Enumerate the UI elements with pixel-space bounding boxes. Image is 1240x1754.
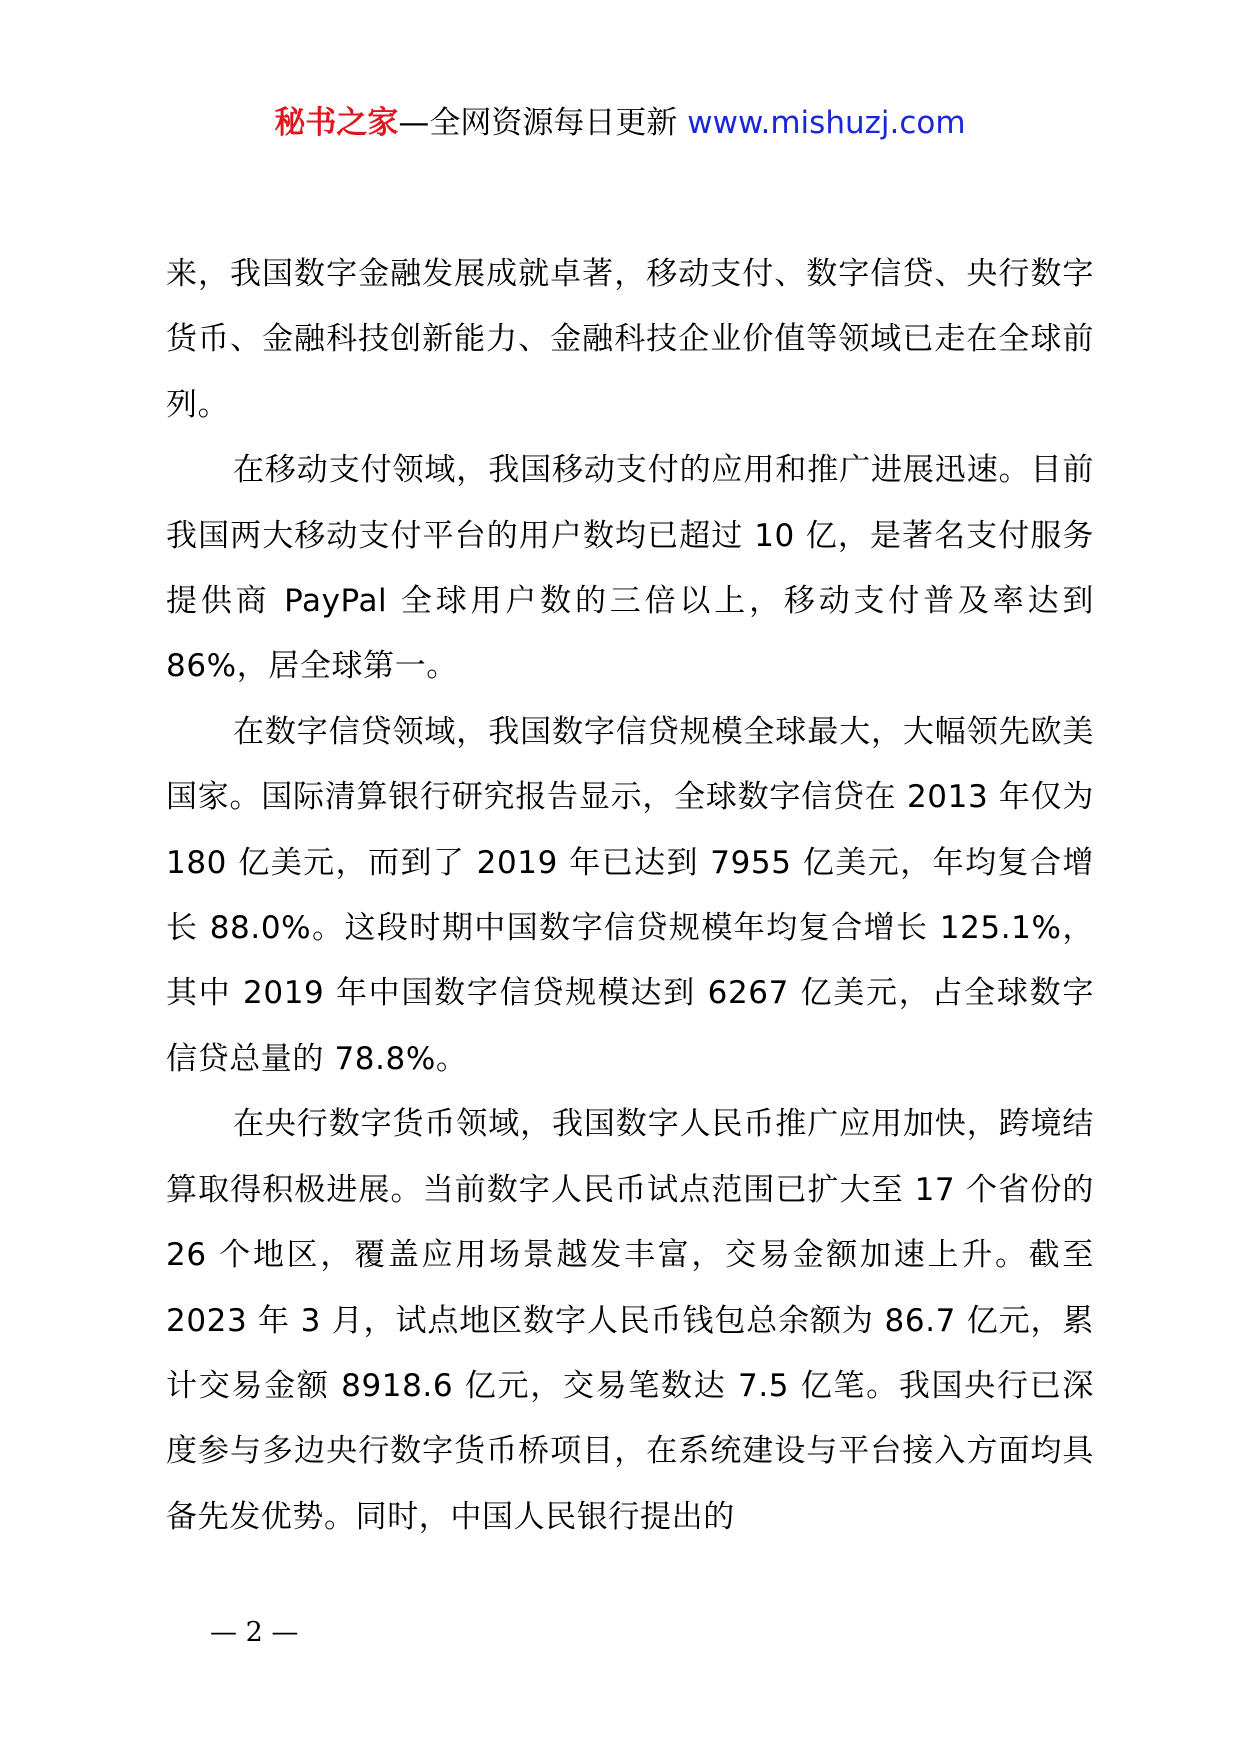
document-body [166,242,1094,1550]
paragraph-digital-credit: 在数字信贷领域，我国数字信贷规模全球最大，大幅领先欧美国家。国际清算银行研究报告显示，全球数字信贷在 2013 年仅为 180 亿美元，而到了 2019 年已达到 7955 亿美元，年均复合增长 88.0%。这段时期中国数字信贷规模年均复合增长 125.1%，其中 2019 年中国数字信贷规模达到 6267 亿美元，占全球数字信贷总量的 78.8%。 [166,713,1094,1077]
brand-name: 秘书之家 [274,105,399,141]
page-number: — 2 — [210,1617,299,1648]
site-header [0,100,1240,146]
paragraph-digital-currency: 在央行数字货币领域，我国数字人民币推广应用加快，跨境结算取得积极进展。当前数字人民币试点范围已扩大至 17 个省份的 26 个地区，覆盖应用场景越发丰富，交易金额加速上升。截至 2023 年 3 月，试点地区数字人民币钱包总余额为 86.7 亿元，累计交易金额 8918.6 亿元，交易笔数达 7.5 亿笔。我国央行已深度参与多边央行数字货币桥项目，在系统建设与平台接入方面均具备先发优势。同时，中国人民银行提出的 [166,1106,1094,1535]
paragraph-mobile-payment: 在移动支付领域，我国移动支付的应用和推广进展迅速。目前我国两大移动支付平台的用户数均已超过 10 亿，是著名支付服务提供商 PayPal 全球用户数的三倍以上，移动支付普及率达到 86%，居全球第一。 [166,452,1094,685]
site-url: www.mishuzj.com [687,105,966,141]
header-tagline: —全网资源每日更新 [398,105,688,141]
paragraph-continuation: 来，我国数字金融发展成就卓著，移动支付、数字信贷、央行数字货币、金融科技创新能力、金融科技企业价值等领域已走在全球前列。 [166,256,1094,423]
